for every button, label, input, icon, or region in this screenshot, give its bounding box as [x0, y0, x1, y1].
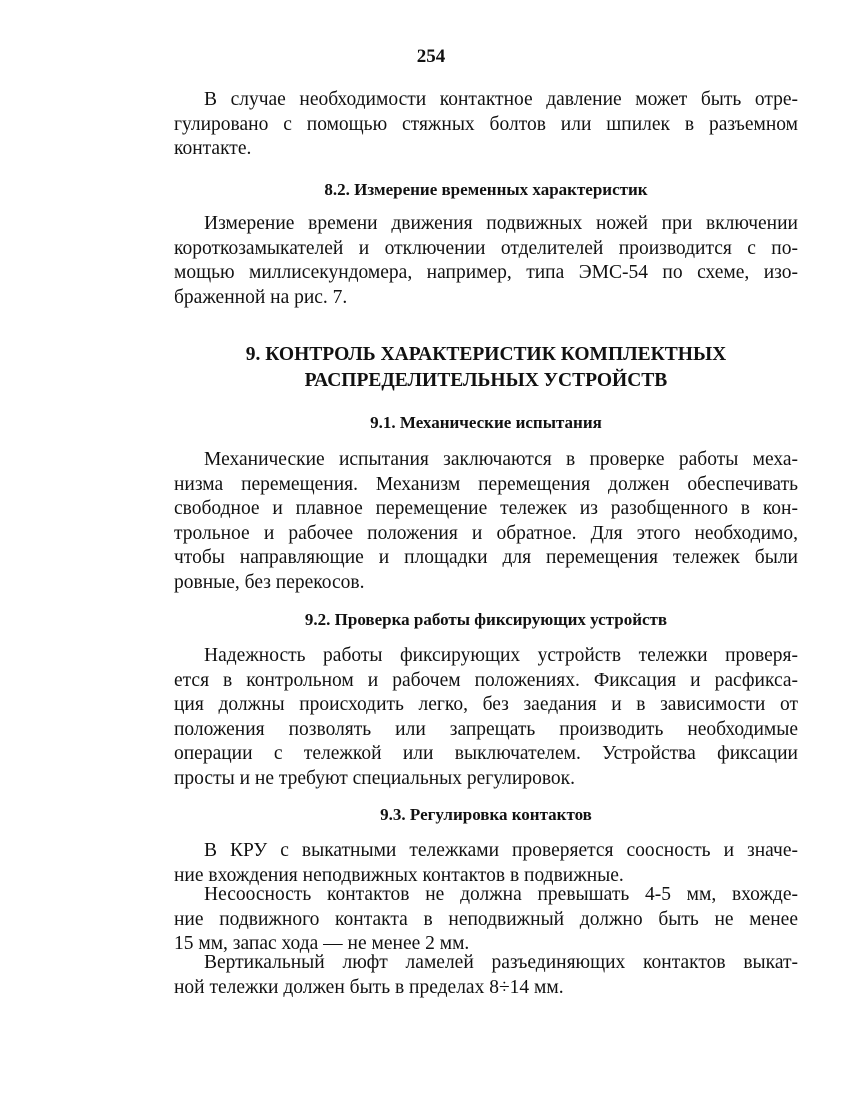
- text-line: просты и не требуют специальных регулировок.: [174, 767, 576, 789]
- text-line: ние вхождения неподвижных контактов в подвижные.: [174, 864, 624, 886]
- text-line: ция должны происходить легко, без заедания и в зависимости от: [174, 694, 798, 715]
- heading-9-2: 9.2. Проверка работы фиксирующих устройств: [304, 610, 668, 629]
- text-line: Несоосность контактов не должна превышать 4-5 мм, вхожде-: [204, 884, 798, 905]
- paragraph-time-measurement: [174, 212, 798, 310]
- text-line: 15 мм, запас хода — не менее 2 мм.: [174, 933, 470, 954]
- heading-line: 9. КОНТРОЛЬ ХАРАКТЕРИСТИК КОМПЛЕКТНЫХ: [245, 344, 727, 365]
- heading-line: РАСПРЕДЕЛИТЕЛЬНЫХ УСТРОЙСТВ: [304, 370, 668, 391]
- text-line: ровные, без перекосов.: [174, 571, 365, 593]
- text-line: ной тележки должен быть в пределах 8÷14 мм.: [174, 976, 564, 998]
- paragraph-contact-pressure: [174, 88, 798, 162]
- paragraph-misalignment: [174, 883, 798, 957]
- text-line: низма перемещения. Механизм перемещения должен обеспечивать: [174, 473, 798, 495]
- paragraph-mechanical-tests: [174, 448, 798, 595]
- text-line: ется в контрольном и рабочем положениях. Фиксация и расфикса-: [174, 669, 798, 691]
- heading-9-3: 9.3. Регулировка контактов: [380, 805, 592, 824]
- text-line: гулировано с помощью стяжных болтов или шпилек в разъемном: [174, 113, 798, 135]
- text-line: Надежность работы фиксирующих устройств тележки проверя-: [204, 645, 798, 666]
- paragraph-fixing-devices: [174, 644, 798, 791]
- text-line: трольное и рабочее положения и обратное. Для этого необходимо,: [174, 522, 798, 544]
- text-line: Измерение времени движения подвижных ножей при включении: [204, 213, 798, 234]
- text-line: мощью миллисекундомера, например, типа ЭМС-54 по схеме, изо-: [174, 262, 798, 283]
- text-line: короткозамыкателей и отключении отделителей производится с по-: [174, 237, 798, 259]
- page-number: 254: [416, 46, 446, 67]
- heading-9-1: 9.1. Механические испытания: [370, 413, 602, 432]
- paragraph-contact-alignment: [174, 839, 798, 888]
- text-line: операции с тележкой или выключателем. Устройства фиксации: [174, 743, 798, 764]
- heading-8-2: 8.2. Измерение временных характеристик: [324, 180, 648, 199]
- text-line: В КРУ с выкатными тележками проверяется соосность и значе-: [204, 840, 798, 861]
- text-line: чтобы направляющие и площадки для перемещения тележек были: [174, 547, 798, 568]
- text-line: ние подвижного контакта в неподвижный должно быть не менее: [174, 908, 798, 930]
- text-line: браженной на рис. 7.: [174, 286, 348, 308]
- text-line: Механические испытания заключаются в проверке работы меха-: [204, 449, 798, 470]
- text-line: В случае необходимости контактное давление может быть отре-: [204, 89, 798, 110]
- heading-section-9: [174, 342, 798, 394]
- text-line: Вертикальный люфт ламелей разъединяющих контактов выкат-: [204, 952, 798, 973]
- text-line: контакте.: [174, 138, 252, 159]
- text-line: свободное и плавное перемещение тележек из разобщенного в кон-: [174, 498, 798, 519]
- paragraph-vertical-play: [174, 951, 798, 1000]
- text-line: положения позволять или запрещать производить необходимые: [174, 718, 798, 740]
